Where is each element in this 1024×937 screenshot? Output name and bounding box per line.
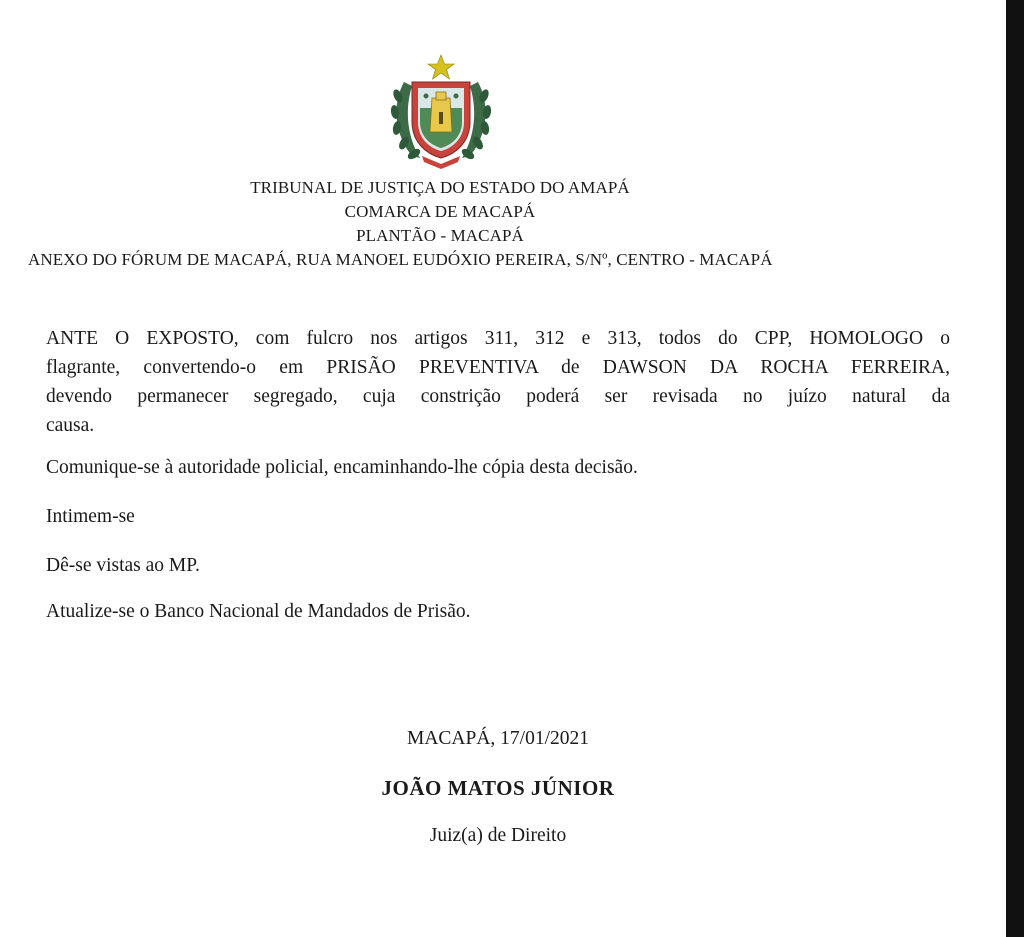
place-date: MACAPÁ, 17/01/2021	[406, 728, 590, 749]
court-address: ANEXO DO FÓRUM DE MACAPÁ, RUA MANOEL EUDÓXIO PEREIRA, S/Nº, CENTRO - MACAPÁ	[28, 250, 773, 269]
court-name: TRIBUNAL DE JUSTIÇA DO ESTADO DO AMAPÁ	[250, 178, 630, 197]
bnmp-paragraph: Atualize-se o Banco Nacional de Mandados de Prisão.	[46, 601, 471, 622]
decision-paragraph	[46, 324, 950, 440]
judge-role: Juiz(a) de Direito	[429, 825, 567, 846]
mp-paragraph: Dê-se vistas ao MP.	[46, 555, 200, 576]
decision-line: flagrante, convertendo-o em PRISÃO PREVENTIVA de DAWSON DA ROCHA FERREIRA,	[46, 357, 950, 378]
plantao-name: PLANTÃO - MACAPÁ	[356, 226, 524, 245]
decision-line: ANTE O EXPOSTO, com fulcro nos artigos 311, 312 e 313, todos do CPP, HOMOLOGO o	[46, 328, 950, 349]
intimation-paragraph: Intimem-se	[46, 506, 135, 527]
screen-edge-bar	[1006, 0, 1024, 937]
decision-line: devendo permanecer segregado, cuja constrição poderá ser revisada no juízo natural da	[46, 386, 950, 407]
communication-paragraph: Comunique-se à autoridade policial, encaminhando-lhe cópia desta decisão.	[46, 457, 638, 478]
comarca-name: COMARCA DE MACAPÁ	[344, 202, 536, 221]
decision-line: causa.	[46, 415, 95, 436]
amapa-coat-of-arms-icon	[386, 52, 496, 170]
judge-name: JOÃO MATOS JÚNIOR	[381, 776, 615, 800]
